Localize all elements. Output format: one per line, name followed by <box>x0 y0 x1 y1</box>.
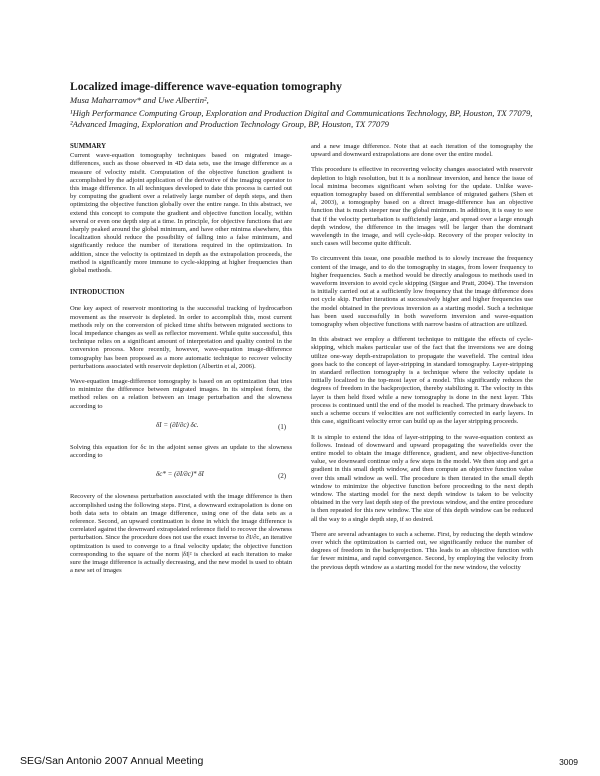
intro-paragraph-4: Recovery of the slowness perturbation associated with the image difference is then accomplished using the following steps. First, a downward extrapolation is done on both data sets to obtain an image difference, using one of the data sets as a reference. Second, an upward continuation is done in which the image difference is correlated against the downward extrapolated reference field to recover the slowness perturbation. Since the procedure does not use the exact inverse to ∂I/∂c, an iterative optimization is used to converge to a final velocity update; the objective function corresponding to the square of the norm |δI|² is checked at each iteration to make sure the image difference is actually decreasing, and the new model is used to obtain a new set of images <box>70 493 292 575</box>
right-paragraph-5: There are several advantages to such a scheme. First, by reducing the depth window over which the optimization is carried out, we significantly reduce the number of degrees of freedom in the backprojection. This leads to an objective function with far fewer minima, and rapid convergence. Second, by employing the velocity from the previous depth window as a starting model for the new window, the velocity <box>311 530 533 571</box>
equation-2 <box>70 467 292 489</box>
right-paragraph-0: and a new image difference. Note that at each iteration of the tomography the upward and downward extrapolations are done over the entire model. <box>311 143 533 159</box>
intro-paragraph-3: Solving this equation for δc in the adjoint sense gives an update to the slowness according to <box>70 443 292 460</box>
summary-heading: SUMMARY <box>70 143 107 150</box>
paper-affiliations: ¹High Performance Computing Group, Exploration and Production Digital and Communications Technology, BP, Houston, TX 77079, ²Advanced Imaging, Exploration and Production Technology Group, BP, Houston, TX 77079 <box>70 108 533 129</box>
equation-1 <box>70 418 292 440</box>
equation-1-expression: δI = (∂I/∂c) δc. <box>156 420 199 429</box>
left-column <box>70 143 292 582</box>
intro-paragraph-1: One key aspect of reservoir monitoring is the successful tracking of hydrocarbon movement as the reservoir is depleted. In order to accomplish this, most current methods rely on the conversion of picked time shifts between migrated sections to local impedance changes as well as reflector movement. While quite successful, this technique relies on a significant amount of interpretation and quality control in the conversion process. More recently, however, wave-equation image-difference tomography has been proposed as a more automatic technique to recover velocity perturbations associated with reservoir depletion (Albertin et al, 2006). <box>70 305 292 370</box>
conference-footer: SEG/San Antonio 2007 Annual Meeting <box>20 755 204 767</box>
right-paragraph-4: It is simple to extend the idea of layer-stripping to the wave-equation context as follows. Instead of downward and upward propagating the wavefields over the entire model to obtain the image difference, gradient, and new objective-function value, we downward continue only a few steps in the model. We then stop and get a gradient in this small depth window, and then compute an objective function value over this small window as well. The procedure is then iterated in the small depth window to minimize the objective function before proceeding to the next depth window. The starting model for the next depth window is taken to be velocity obtained in the very last depth step of the previous window, and the entire procedure is then repeated for this new window. The size of this depth window can be reduced all the way to a single depth step, if so desired. <box>311 433 533 523</box>
right-paragraph-2: To circumvent this issue, one possible method is to slowly increase the frequency content of the image, and to do the tomography in stages, from lower frequency to higher frequencies. Such a method would be directly analogous to methods used in waveform inversion to avoid cycle skipping (Sirgue and Pratt, 2004). The inversion is initially carried out at a sufficiently low frequency that the image difference does not cycle skip. Further iterations at successively higher and higher frequencies use the model obtained in the previous inversion as a starting model. Such a technique has been used successfully in both waveform inversion and wave-equation tomography when objective functions with narrow basins of attraction are utilized. <box>311 255 533 329</box>
right-paragraph-3: In this abstract we employ a different technique to mitigate the effects of cycle-skipping, which makes particular use of the fact that the inversions we are doing utilize one-way depth-extrapolation to propagate the wavefield. The central idea goes back to the concept of layer-stripping in standard tomography. Layer-stripping in standard reflection tomography is a technique where the velocity update is initially localized to the top-most layer of a model. This significantly reduces the degrees of freedom in the backprojection, thereby stabilizing it. The velocity in this layer is then held fixed while a new tomography is done in the next layer. This process is continued until the end of the model is reached. The primary drawback to such a scheme occurs if velocities are not sufficiently corrected in early layers. In this case, significant velocity error can build up as the layer stripping proceeds. <box>311 336 533 426</box>
paper-title: Localized image-difference wave-equation tomography <box>70 80 342 93</box>
page-number: 3009 <box>559 757 578 767</box>
right-paragraph-1: This procedure is effective in recovering velocity changes associated with reservoir depletion to high resolution, but it is a nonlinear inversion, and hence the issue of local minima becomes significant when solving for the update. Unlike wave-equation tomography based on differential semblance of migrated gathers (Shen et al, 2003), a tomography based on a direct image-difference has an objective function that is much steeper near the global minimum. In addition, it is easy to see that if the velocity perturbation is sufficiently large, and spread over a large enough depth window, the difference in the images will be larger than the dominant wavelength in the image, and will cycle-skip. Recovery of the proper velocity in such cases will become quite difficult. <box>311 166 533 248</box>
intro-paragraph-2: Wave-equation image-difference tomography is based on an optimization that tries to minimize the difference between migrated images. In its simplest form, the method relies on a relation between an image perturbation and the slowness according to <box>70 378 292 410</box>
summary-paragraph: Current wave-equation tomography techniques based on migrated image-differences, such as those observed in 4D data sets, use the image difference as a measure of velocity misfit. Computation of the objective function gradient is accomplished by the adjoint application of the derivative of the imaging operator to this image difference. In all techniques developed to date this process is carried out by computing the gradient over a relatively large number of depth steps, and then optimizing the objective function globally over the entire range. In this abstract, we extend this concept to compute the gradient and objective function locally, within several or even one depth step at a time. In principle, for objective functions that are sharply peaked around the global minimum, and have other minima elsewhere, this localization should reduce the possibility of falling into a false minimum, and significantly reduce the number of iterations required in the optimization. In addition, since the velocity is optimized in depth as the extrapolation proceeds, the method is significantly more immune to cycle-skipping at higher frequencies than global methods. <box>70 152 292 275</box>
equation-2-expression: δc* = (∂I/∂c)* δI <box>156 470 204 479</box>
right-column <box>311 143 533 579</box>
paper-authors: Musa Maharramov* and Uwe Albertin², <box>70 95 209 105</box>
equation-1-number: (1) <box>278 423 286 431</box>
introduction-heading: INTRODUCTION <box>70 289 125 297</box>
equation-2-number: (2) <box>278 473 286 481</box>
